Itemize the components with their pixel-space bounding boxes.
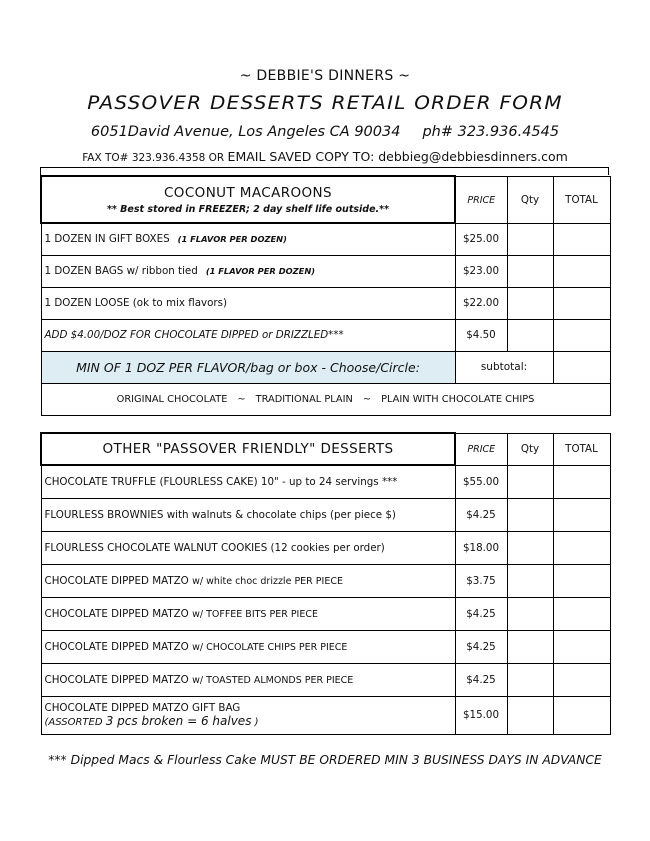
total-field[interactable]	[553, 255, 610, 287]
qty-field[interactable]	[507, 663, 553, 696]
flavor-separator: ~	[237, 393, 246, 405]
total-field[interactable]	[553, 498, 610, 531]
table-row	[41, 465, 610, 498]
fax: FAX TO# 323.936.4358 OR	[82, 152, 228, 164]
item-price: $25.00	[455, 223, 507, 255]
subtotal-field[interactable]	[553, 351, 610, 383]
qty-field[interactable]	[507, 498, 553, 531]
qty-field[interactable]	[507, 223, 553, 255]
flavor-original-chocolate[interactable]: ORIGINAL CHOCOLATE	[116, 393, 228, 405]
qty-header: Qty	[507, 433, 553, 465]
phone: ph# 323.936.4545	[422, 124, 560, 140]
qty-header: Qty	[507, 176, 553, 223]
flavor-row	[41, 383, 610, 415]
item-price: $55.00	[455, 465, 507, 498]
flavor-choices	[41, 383, 610, 415]
flavor-separator: ~	[362, 393, 372, 405]
total-field[interactable]	[553, 597, 610, 630]
total-field[interactable]	[553, 319, 610, 351]
email[interactable]: EMAIL SAVED COPY TO: debbieg@debbiesdinners.com	[227, 149, 568, 164]
item-name: CHOCOLATE DIPPED MATZO w/ TOFFEE BITS PER PIECE	[41, 597, 455, 630]
qty-field[interactable]	[507, 465, 553, 498]
total-header: TOTAL	[553, 433, 610, 465]
item-price: $3.75	[455, 564, 507, 597]
min-per-flavor-note: MIN OF 1 DOZ PER FLAVOR/bag or box - Choose/Circle:	[41, 351, 455, 383]
total-field[interactable]	[553, 564, 610, 597]
other-title-cell	[41, 433, 455, 465]
price-header: PRICE	[455, 176, 507, 223]
subtotal-label: subtotal:	[455, 351, 553, 383]
item-price: $4.25	[455, 498, 507, 531]
total-field[interactable]	[553, 630, 610, 663]
company-name: ~ DEBBIE'S DINNERS ~	[239, 68, 411, 84]
table-row	[41, 319, 610, 351]
table-row	[41, 498, 610, 531]
other-desserts-table	[40, 432, 611, 735]
form-title: PASSOVER DESSERTS RETAIL ORDER FORM	[87, 92, 563, 114]
table-row	[41, 630, 610, 663]
item-name: ADD $4.00/DOZ FOR CHOCOLATE DIPPED or DRIZZLED***	[41, 319, 455, 351]
total-field[interactable]	[553, 531, 610, 564]
total-field[interactable]	[553, 465, 610, 498]
table-row	[41, 531, 610, 564]
table-row	[41, 287, 610, 319]
table-row	[41, 597, 610, 630]
table-row	[41, 223, 610, 255]
flavor-plain-chocolate-chips[interactable]: PLAIN WITH CHOCOLATE CHIPS	[381, 393, 535, 405]
table-row	[41, 255, 610, 287]
item-name: 1 DOZEN BAGS w/ ribbon tied (1 FLAVOR PER DOZEN)	[41, 255, 455, 287]
item-price: $4.25	[455, 597, 507, 630]
item-name: CHOCOLATE DIPPED MATZO w/ TOASTED ALMONDS PER PIECE	[41, 663, 455, 696]
total-header: TOTAL	[553, 176, 610, 223]
other-header-row	[41, 433, 610, 465]
item-name: 1 DOZEN IN GIFT BOXES (1 FLAVOR PER DOZEN)	[41, 223, 455, 255]
min-row	[41, 351, 610, 383]
qty-field[interactable]	[507, 319, 553, 351]
macaroons-header-row	[41, 176, 610, 223]
qty-field[interactable]	[507, 531, 553, 564]
item-price: $4.50	[455, 319, 507, 351]
flavor-traditional-plain[interactable]: TRADITIONAL PLAIN	[255, 393, 353, 405]
address: 6051David Avenue, Los Angeles CA 90034	[90, 124, 401, 140]
qty-field[interactable]	[507, 564, 553, 597]
item-price: $4.25	[455, 630, 507, 663]
item-price: $4.25	[455, 663, 507, 696]
fax-email-line	[0, 149, 650, 164]
price-header: PRICE	[455, 433, 507, 465]
item-name: CHOCOLATE TRUFFLE (FLOURLESS CAKE) 10" - up to 24 servings ***	[41, 465, 455, 498]
total-field[interactable]	[553, 287, 610, 319]
macaroons-table	[40, 175, 611, 416]
other-title: OTHER "PASSOVER FRIENDLY" DESSERTS	[102, 441, 394, 457]
item-price: $18.00	[455, 531, 507, 564]
gift-bag-item	[41, 696, 455, 734]
macaroons-title-cell	[41, 176, 455, 223]
total-field[interactable]	[553, 696, 610, 734]
macaroons-subtitle: ** Best stored in FREEZER; 2 day shelf life outside.**	[106, 203, 390, 215]
item-name: 1 DOZEN LOOSE (ok to mix flavors)	[41, 287, 455, 319]
item-name: CHOCOLATE DIPPED MATZO w/ white choc drizzle PER PIECE	[41, 564, 455, 597]
address-line	[0, 124, 650, 140]
advance-order-note: *** Dipped Macs & Flourless Cake MUST BE ORDERED MIN 3 BUSINESS DAYS IN ADVANCE	[48, 753, 602, 767]
form-top-bar	[40, 167, 609, 175]
gift-bag-detail: (ASSORTED 3 pcs broken = 6 halves )	[44, 714, 259, 728]
item-price: $22.00	[455, 287, 507, 319]
total-field[interactable]	[553, 223, 610, 255]
qty-field[interactable]	[507, 696, 553, 734]
macaroons-title: COCONUT MACAROONS	[163, 184, 333, 201]
qty-field[interactable]	[507, 255, 553, 287]
qty-field[interactable]	[507, 630, 553, 663]
qty-field[interactable]	[507, 287, 553, 319]
qty-field[interactable]	[507, 597, 553, 630]
item-name: CHOCOLATE DIPPED MATZO w/ CHOCOLATE CHIPS PER PIECE	[41, 630, 455, 663]
total-field[interactable]	[553, 663, 610, 696]
item-price: $23.00	[455, 255, 507, 287]
table-row	[41, 663, 610, 696]
table-row	[41, 696, 610, 734]
gift-bag-name: CHOCOLATE DIPPED MATZO GIFT BAG	[44, 702, 241, 714]
item-name: FLOURLESS CHOCOLATE WALNUT COOKIES (12 cookies per order)	[41, 531, 455, 564]
item-name: FLOURLESS BROWNIES with walnuts & chocolate chips (per piece $)	[41, 498, 455, 531]
item-price: $15.00	[455, 696, 507, 734]
table-row	[41, 564, 610, 597]
